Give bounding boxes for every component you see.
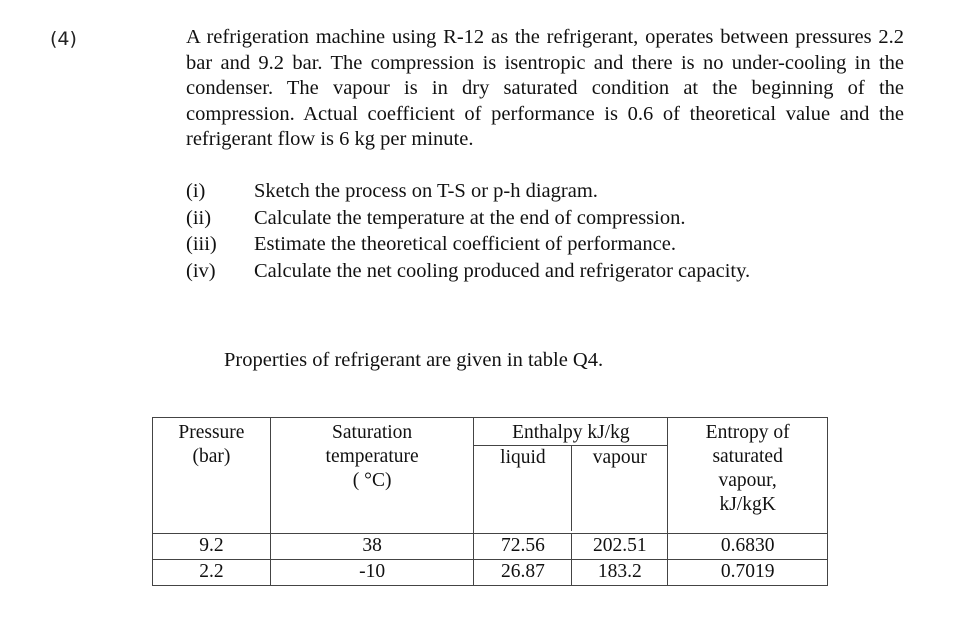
item-text: Calculate the temperature at the end of compression. bbox=[254, 206, 686, 229]
item-text: Sketch the process on T-S or p-h diagram. bbox=[254, 180, 598, 202]
header-liquid: liquid bbox=[474, 446, 572, 531]
item-number: (ii) bbox=[186, 206, 212, 229]
list-item bbox=[186, 231, 886, 258]
cell-pressure: 2.2 bbox=[153, 560, 271, 586]
table-header-row bbox=[153, 418, 828, 534]
cell-entropy: 0.7019 bbox=[668, 560, 828, 586]
cell-vapour: 202.51 bbox=[593, 535, 647, 556]
list-item bbox=[186, 178, 886, 205]
question-number: (4) bbox=[50, 28, 77, 50]
cell-liquid: 72.56 bbox=[474, 534, 572, 559]
cell-entropy: 0.6830 bbox=[668, 534, 828, 560]
item-number: (i) bbox=[186, 180, 206, 202]
cell-enthalpy-pair bbox=[474, 560, 668, 586]
cell-enthalpy-pair bbox=[474, 534, 668, 560]
table-caption: Properties of refrigerant are given in table Q4. bbox=[224, 349, 604, 371]
cell-temperature: -10 bbox=[270, 560, 474, 586]
header-pressure: Pressure (bar) bbox=[153, 418, 271, 534]
cell-liquid: 26.87 bbox=[474, 560, 572, 585]
item-text: Calculate the net cooling produced and refrigerator capacity. bbox=[254, 259, 751, 282]
header-enthalpy bbox=[474, 418, 668, 534]
problem-statement: A refrigeration machine using R-12 as the refrigerant, operates between pressures 2.2 bar and 9.2 bar. The compression is isentropic and there is no under-cooling in the condenser. The vapour is in dry saturated condition at the beginning of the compression. Actual coefficient of performance is 0.6 of theoretical value and the refrigerant flow is 6 kg per minute. bbox=[186, 26, 904, 150]
list-item bbox=[186, 258, 886, 285]
cell-vapour: 183.2 bbox=[597, 561, 642, 582]
item-number: (iii) bbox=[186, 233, 217, 255]
header-entropy: Entropy of saturated vapour, kJ/kgK bbox=[668, 418, 828, 534]
table-row bbox=[153, 560, 828, 586]
properties-table bbox=[152, 417, 828, 586]
header-vapour: vapour bbox=[592, 447, 647, 468]
table-row bbox=[153, 534, 828, 560]
cell-pressure: 9.2 bbox=[153, 534, 271, 560]
item-number: (iv) bbox=[186, 259, 216, 282]
enthalpy-title: Enthalpy kJ/kg bbox=[474, 418, 667, 446]
task-list bbox=[186, 178, 886, 284]
list-item bbox=[186, 205, 886, 232]
header-saturation-temperature: Saturation temperature ( °C) bbox=[270, 418, 474, 534]
cell-temperature: 38 bbox=[270, 534, 474, 560]
item-text: Estimate the theoretical coefficient of performance. bbox=[254, 233, 676, 255]
